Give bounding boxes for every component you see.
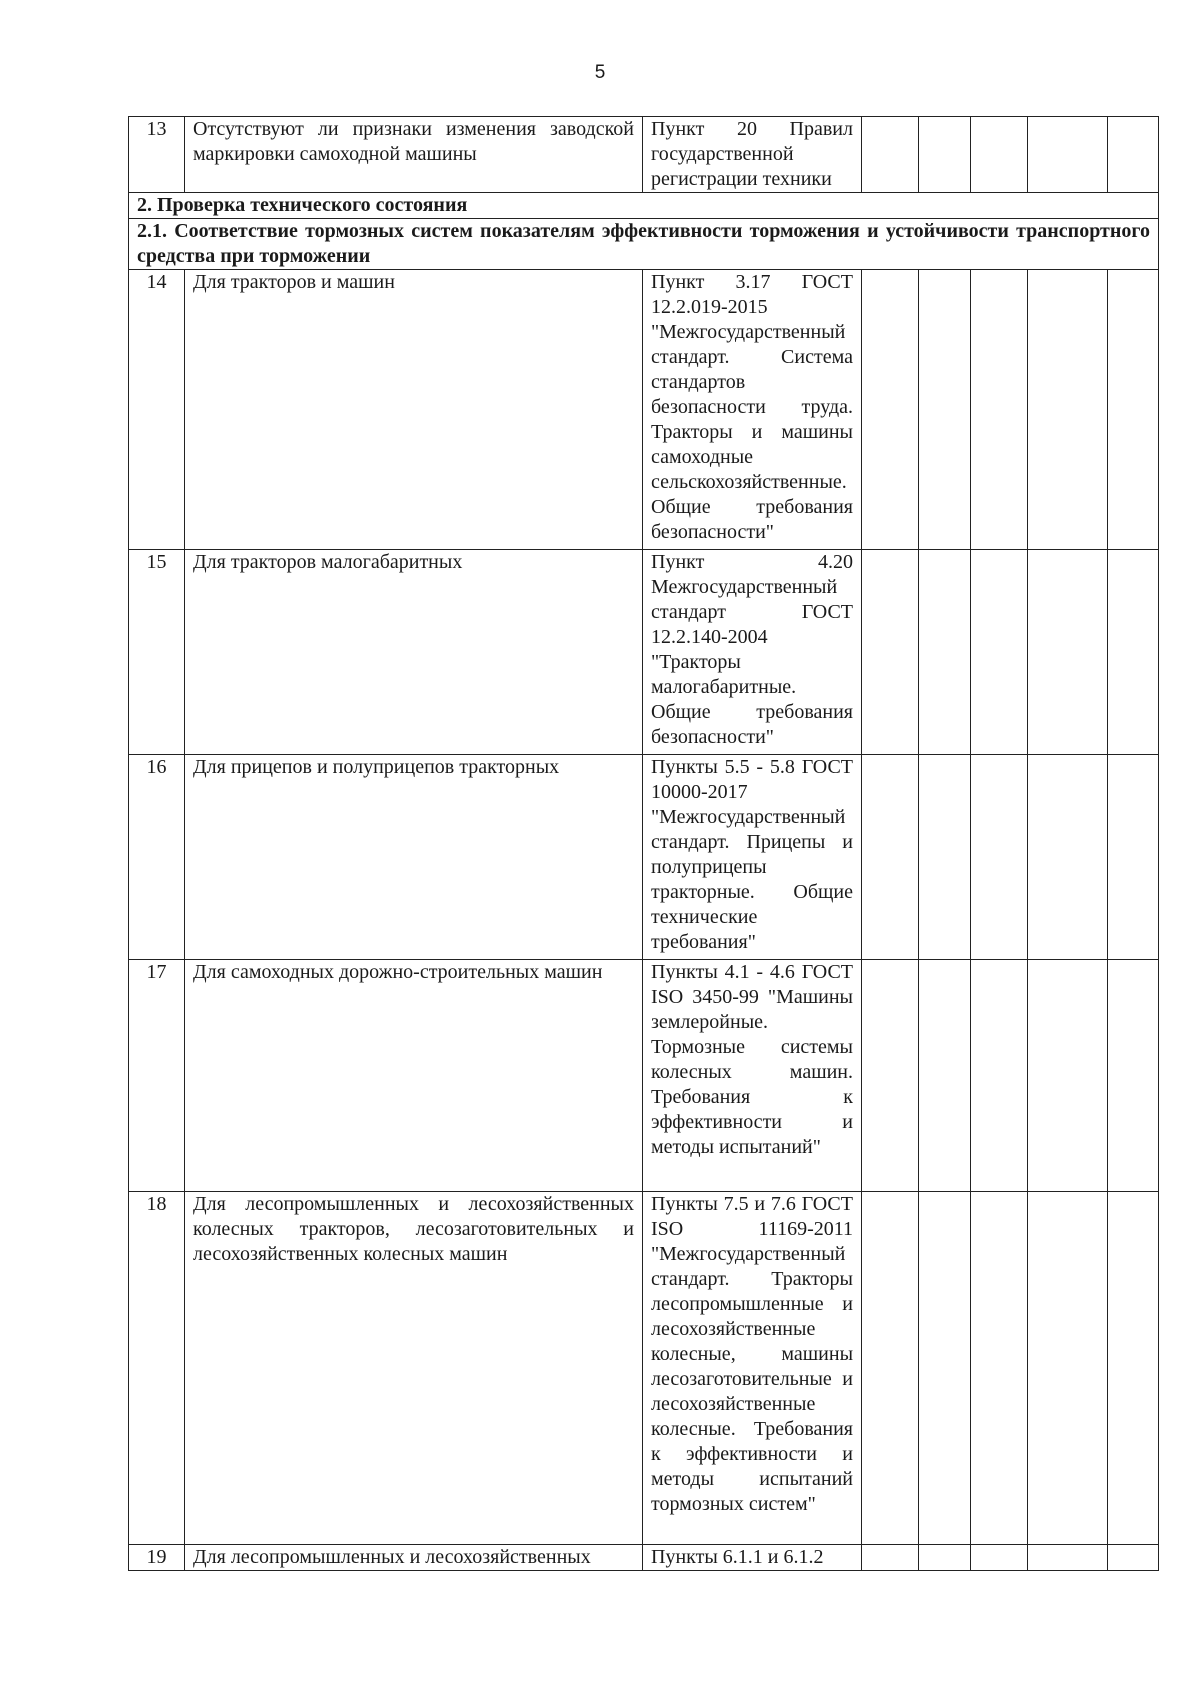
extra-cell [1108, 117, 1159, 193]
notes-cell [1028, 960, 1108, 1192]
section-row [129, 193, 1159, 219]
section-row [129, 219, 1159, 270]
table-row [129, 550, 1159, 755]
row-number: 15 [129, 550, 185, 755]
answer-cell-yes [862, 550, 919, 755]
reference-text: Пункты 7.5 и 7.6 ГОСТ ISO 11169-2011 "Межгосударственный стандарт. Тракторы лесопромышленные и лесохозяйственные колесные, машины лесозаготовительные и лесохозяйственные колесные. Требования к эффективности и методы испытаний тормозных систем" [643, 1192, 862, 1545]
table-row [129, 1192, 1159, 1545]
answer-cell-no [919, 755, 971, 960]
row-number: 14 [129, 270, 185, 550]
table-row [129, 117, 1159, 193]
answer-cell-yes [862, 1545, 919, 1571]
answer-cell-no [919, 960, 971, 1192]
notes-cell [1028, 1545, 1108, 1571]
page-number: 5 [594, 62, 606, 83]
reference-text: Пункты 4.1 - 4.6 ГОСТ ISO 3450-99 "Машины землеройные. Тормозные системы колесных машин. Требования к эффективности и методы испытаний" [643, 960, 862, 1192]
reference-text: Пункты 5.5 - 5.8 ГОСТ 10000-2017 "Межгосударственный стандарт. Прицепы и полуприцепы тракторные. Общие технические требования" [643, 755, 862, 960]
notes-cell [1028, 550, 1108, 755]
extra-cell [1108, 270, 1159, 550]
row-number: 13 [129, 117, 185, 193]
answer-cell-na [971, 270, 1028, 550]
answer-cell-na [971, 755, 1028, 960]
question-text: Отсутствуют ли признаки изменения заводской маркировки самоходной машины [185, 117, 643, 193]
table-row [129, 960, 1159, 1192]
table-row [129, 1545, 1159, 1571]
answer-cell-na [971, 117, 1028, 193]
subsection-heading: 2.1. Соответствие тормозных систем показателям эффективности торможения и устойчивости транспортного средства при торможении [129, 219, 1159, 270]
question-text: Для тракторов малогабаритных [185, 550, 643, 755]
answer-cell-no [919, 117, 971, 193]
question-text: Для самоходных дорожно-строительных машин [185, 960, 643, 1192]
question-text: Для лесопромышленных и лесохозяйственных колесных тракторов, лесозаготовительных и лесохозяйственных колесных машин [185, 1192, 643, 1545]
extra-cell [1108, 960, 1159, 1192]
extra-cell [1108, 1192, 1159, 1545]
answer-cell-yes [862, 270, 919, 550]
answer-cell-na [971, 1545, 1028, 1571]
answer-cell-no [919, 270, 971, 550]
notes-cell [1028, 117, 1108, 193]
reference-text: Пункт 20 Правил государственной регистрации техники [643, 117, 862, 193]
table-row [129, 755, 1159, 960]
answer-cell-na [971, 550, 1028, 755]
answer-cell-no [919, 550, 971, 755]
answer-cell-no [919, 1545, 971, 1571]
answer-cell-na [971, 960, 1028, 1192]
row-number: 18 [129, 1192, 185, 1545]
extra-cell [1108, 550, 1159, 755]
question-text: Для прицепов и полуприцепов тракторных [185, 755, 643, 960]
answer-cell-na [971, 1192, 1028, 1545]
answer-cell-yes [862, 117, 919, 193]
checklist-table [128, 116, 1159, 1571]
notes-cell [1028, 270, 1108, 550]
reference-text: Пункт 3.17 ГОСТ 12.2.019-2015 "Межгосударственный стандарт. Система стандартов безопасности труда. Тракторы и машины самоходные сельскохозяйственные. Общие требования безопасности" [643, 270, 862, 550]
answer-cell-yes [862, 1192, 919, 1545]
reference-text: Пункт 4.20 Межгосударственный стандарт ГОСТ 12.2.140-2004 "Тракторы малогабаритные. Общие требования безопасности" [643, 550, 862, 755]
notes-cell [1028, 1192, 1108, 1545]
table-row [129, 270, 1159, 550]
row-number: 17 [129, 960, 185, 1192]
question-text: Для тракторов и машин [185, 270, 643, 550]
reference-text: Пункты 6.1.1 и 6.1.2 [643, 1545, 862, 1571]
answer-cell-yes [862, 960, 919, 1192]
extra-cell [1108, 755, 1159, 960]
question-text: Для лесопромышленных и лесохозяйственных [185, 1545, 643, 1571]
section-heading: 2. Проверка технического состояния [129, 193, 1159, 219]
row-number: 16 [129, 755, 185, 960]
extra-cell [1108, 1545, 1159, 1571]
answer-cell-yes [862, 755, 919, 960]
row-number: 19 [129, 1545, 185, 1571]
notes-cell [1028, 755, 1108, 960]
answer-cell-no [919, 1192, 971, 1545]
